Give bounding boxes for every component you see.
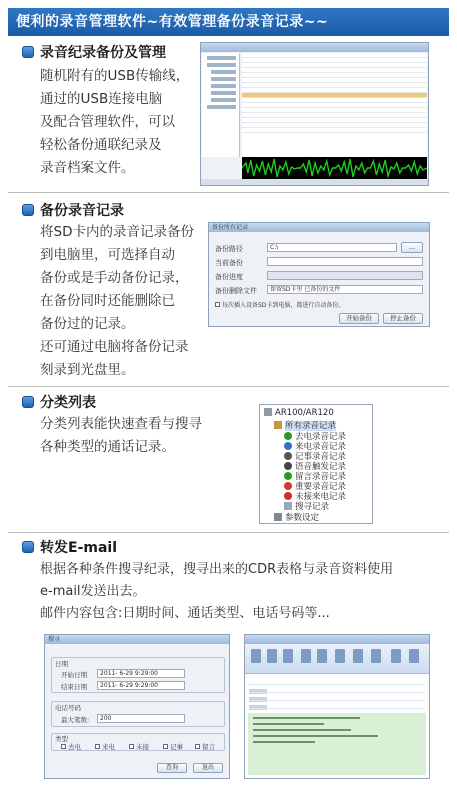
section-title-category-list: 分类列表 (40, 395, 96, 411)
type-outgoing-checkbox[interactable]: 去电 (61, 742, 81, 751)
backup-progress-label: 备份进度 (215, 273, 243, 281)
backup-path-label: 备份路径 (215, 245, 243, 253)
end-date-field[interactable]: 2011- 6-29 9:29:00 (97, 681, 185, 690)
section-title-backup-management: 录音纪录备份及管理 (40, 45, 166, 61)
backup-path-field[interactable]: C:\ (267, 243, 397, 252)
device-icon (264, 408, 272, 416)
tree-item-missed[interactable]: 未接来电记录 (284, 490, 346, 502)
start-backup-button[interactable]: 开始备份 (339, 313, 379, 324)
current-backup-label: 当前备份 (215, 259, 243, 267)
email-window-screenshot (244, 634, 430, 779)
folder-icon (274, 421, 282, 429)
section-title-backup-records: 备份录音记录 (40, 203, 124, 219)
backup-progress-bar (267, 271, 423, 280)
voicemail-icon (284, 472, 292, 480)
search-button[interactable]: 查询 (157, 763, 187, 773)
memo-icon (284, 452, 292, 460)
backup-dialog-screenshot (208, 222, 430, 327)
section-4-text: 根据各种条件搜寻纪录，搜寻出来的CDR表格与录音资料使用 e-mail发送出去。 邮件内容包含:日期时间、通话类型、电话号码等... (40, 562, 394, 621)
tree-settings[interactable]: 参数设定 (274, 511, 319, 523)
email-to-field[interactable] (249, 679, 425, 685)
important-icon (284, 482, 292, 490)
page-banner: 便利的录音管理软件~有效管理备份录音记录~~ (8, 8, 449, 36)
max-count-label: 最大笔数: (61, 716, 90, 724)
email-ribbon-toolbar (245, 644, 429, 674)
status-bar (201, 179, 428, 185)
email-attachment-field[interactable] (249, 703, 425, 709)
window-titlebar (201, 43, 428, 52)
voice-trigger-icon (284, 462, 292, 470)
section-divider (8, 386, 449, 387)
email-body[interactable] (248, 713, 426, 775)
max-count-field[interactable]: 200 (97, 714, 185, 723)
section-divider (8, 532, 449, 533)
record-table (242, 53, 427, 157)
waveform-display (242, 157, 427, 179)
type-memo-checkbox[interactable]: 记事 (163, 742, 183, 751)
start-date-label: 开始日期 (61, 671, 87, 679)
browse-button[interactable]: ... (401, 242, 423, 253)
tree-item-outgoing[interactable]: 去电录音记录 (284, 430, 346, 442)
section-divider (8, 192, 449, 193)
search-icon (284, 502, 292, 510)
tree-item-important[interactable]: 重要录音记录 (284, 480, 346, 492)
email-cc-field[interactable] (249, 687, 425, 693)
missed-call-icon (284, 492, 292, 500)
section-1-text: 随机附有的USB传输线， 通过的USB连接电脑 及配合管理软件，可以 轻松备份通联纪录及 录音档案文件。 (40, 68, 190, 176)
delete-option-select[interactable]: 保留SD卡里 已备份的文件 (267, 285, 423, 294)
dialog-titlebar: 搜寻 (45, 635, 229, 644)
tree-item-search[interactable]: 搜寻记录 (284, 500, 329, 512)
tree-item-incoming[interactable]: 来电录音记录 (284, 440, 346, 452)
type-incoming-checkbox[interactable]: 来电 (95, 742, 115, 751)
current-backup-field (267, 257, 423, 266)
section-2-text: 将SD卡内的录音记录备份 到电脑里，可选择自动 备份或是手动备份记录， 在备份同时还能删除已 备份过的记录。 还可通过电脑将备份记录 刻录到光盘里。 (40, 224, 194, 378)
settings-icon (274, 513, 282, 521)
folder-tree (202, 53, 240, 157)
search-dialog-screenshot (44, 634, 230, 779)
end-date-label: 结束日期 (61, 683, 87, 691)
type-missed-checkbox[interactable]: 未接 (129, 742, 149, 751)
dialog-titlebar: 备份所有记录 (209, 223, 429, 232)
exit-button[interactable]: 退出 (193, 763, 223, 773)
email-subject-field[interactable] (249, 695, 425, 701)
phone-label: 电话号码 (55, 704, 81, 712)
start-date-field[interactable]: 2011- 6-29 9:29:00 (97, 669, 185, 678)
type-voicemail-checkbox[interactable]: 留言 (195, 742, 215, 751)
tree-item-voicemail[interactable]: 留言录音记录 (284, 470, 346, 482)
tree-item-memo[interactable]: 记事录音记录 (284, 450, 346, 462)
type-label: 类型 (55, 735, 68, 743)
tree-item-voice-trigger[interactable]: 语音触发记录 (284, 460, 346, 472)
delete-option-label: 备份删除文件 (215, 287, 257, 295)
incoming-call-icon (284, 442, 292, 450)
outgoing-call-icon (284, 432, 292, 440)
category-tree-screenshot (259, 404, 373, 524)
tree-group-all-records[interactable]: 所有录音记录 (274, 419, 336, 431)
tree-root[interactable]: AR100/AR120 (264, 408, 334, 418)
date-label: 日期 (55, 660, 68, 668)
section-title-forward-email: 转发E-mail (40, 540, 118, 556)
auto-backup-checkbox[interactable]: 每次插入设备SD卡到电脑，都进行自动备份。 (215, 300, 344, 309)
manager-software-screenshot (200, 42, 429, 186)
window-titlebar (245, 635, 429, 644)
stop-backup-button[interactable]: 停止备份 (383, 313, 423, 324)
section-3-text: 分类列表能快速查看与搜寻 各种类型的通话记录。 (40, 416, 202, 455)
